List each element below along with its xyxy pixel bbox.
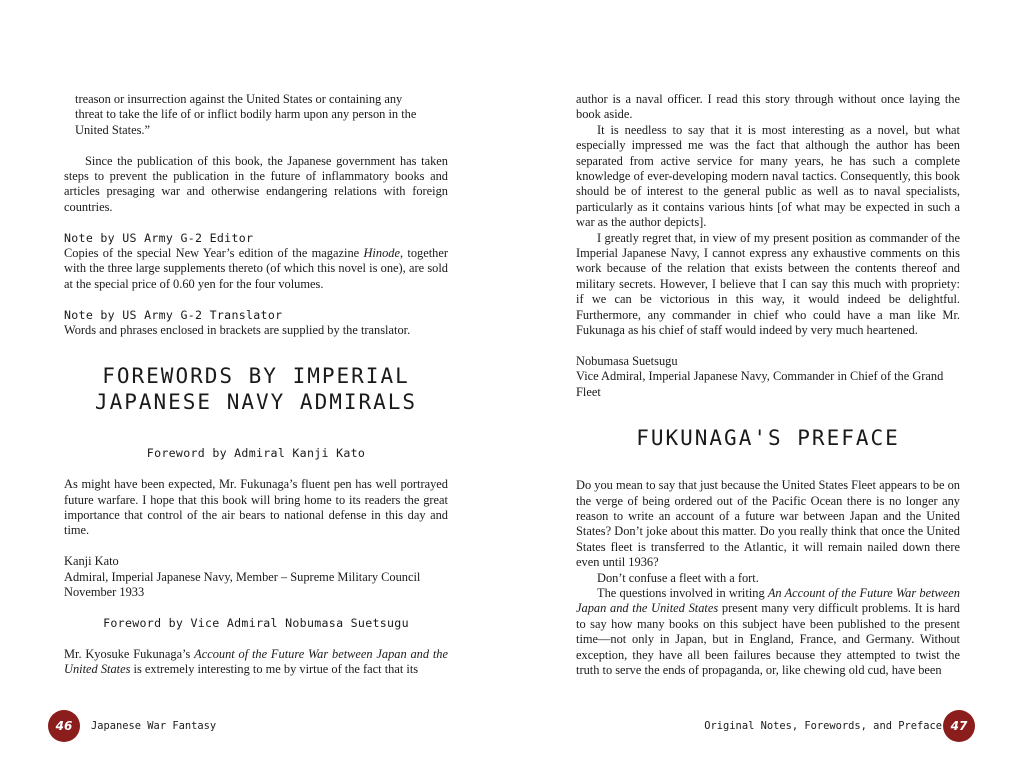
preface-paragraph: Do you mean to say that just because the United States Fleet appears to be on the verge of being ordered out of the Pacific Ocean there is no longer any reason to write an account of a future war between Japan and the United States? Don’t joke about this matter. Do you really think that once the United States fleet is transferred to the Atlantic, it will remain nailed down there even until 1936?: [576, 478, 960, 570]
left-text-column: [64, 92, 448, 677]
suetsugu-foreword-heading: Foreword by Vice Admiral Nobumasa Suetsugu: [103, 615, 409, 630]
left-footer: [0, 710, 512, 742]
kato-foreword-text: As might have been expected, Mr. Fukunaga’s fluent pen has well portrayed future warfare. I hope that this book will bring home to its readers the great importance that control of the air bears to national defense in this day and time.: [64, 477, 448, 538]
editor-note-heading: Note by US Army G-2 Editor: [64, 230, 254, 245]
right-text-column: [576, 92, 960, 678]
preface-paragraph: Don’t confuse a fleet with a fort.: [597, 570, 759, 585]
publication-paragraph: Since the publication of this book, the Japanese government has taken steps to prevent the publication in the future of inflammatory books and articles presaging war and otherwise endangering relations with foreign countries.: [64, 153, 448, 214]
suetsugu-paragraph: I greatly regret that, in view of my present position as commander of the Imperial Japanese Navy, I cannot express any exhaustive comments on this work because of the relation that exists between the contents thereof and military secrets. However, I believe that I can say this much with propriety: if we can be victorious in this way, it would indeed be delightful. Furthermore, any commander in chief who could have a man like Mr. Fukunaga as his chief of staff would indeed by very much heartened.: [576, 230, 960, 338]
running-title: Original Notes, Forewords, and Preface: [704, 720, 942, 732]
editor-note-text: Copies of the special New Year’s edition of the magazine Hinode, together with the three large supplements thereto (of which this novel is one), are sold at the special price of 0.60 yen for the four volumes.: [64, 246, 448, 291]
kato-signature-name: Kanji Kato: [64, 554, 119, 569]
right-page: [512, 0, 1024, 768]
suetsugu-paragraph: It is needless to say that it is most interesting as a novel, but what especially impressed me was the fact that although the author has been separated from active service for many years, he has such a complete knowledge of ever-developing modern naval tactics. Consequently, this book should be of interest to the general public as well as to naval specialists, particularly as it contains various hints [of what may be expected in such a war as the author depicts].: [576, 122, 960, 230]
kato-foreword-heading: Foreword by Admiral Kanji Kato: [146, 446, 366, 461]
suetsugu-foreword-text-start: Mr. Kyosuke Fukunaga’s Account of the Future War between Japan and the United States is extremely interesting to me by virtue of the fact that its: [64, 646, 448, 677]
preface-paragraph: The questions involved in writing An Account of the Future War between Japan and the United States present many very difficult problems. It is hard to say how many books on this subject have been published to the present time—not only in Japan, but in England, France, and Germany. Without exception, they have all been failures because they attempted to twist the truth to serve the ends of propaganda, or, like chewing old cud, have been: [576, 585, 961, 677]
quote-line: threat to take the life of or inflict bodily harm upon any person in the: [75, 107, 417, 122]
right-footer: [512, 710, 1024, 742]
preface-section-title: FUKUNAGA'S PREFACE: [636, 426, 900, 451]
suetsugu-signature-name: Nobumasa Suetsugu: [576, 353, 678, 368]
suetsugu-signature-title: Vice Admiral, Imperial Japanese Navy, Commander in Chief of the Grand Fleet: [576, 369, 944, 399]
kato-signature-title: Admiral, Imperial Japanese Navy, Member – Supreme Military Council: [64, 569, 421, 584]
quote-line: United States.”: [75, 122, 151, 137]
page-number-badge: 46: [48, 710, 80, 742]
page-number-badge: 47: [943, 710, 975, 742]
translator-note-heading: Note by US Army G-2 Translator: [64, 307, 283, 322]
suetsugu-foreword-continued: author is a naval officer. I read this story through without once laying the book aside.: [576, 92, 960, 122]
translator-note-text: Words and phrases enclosed in brackets are supplied by the translator.: [64, 323, 411, 338]
quote-line: treason or insurrection against the United States or containing any: [75, 92, 403, 106]
forewords-section-title: FOREWORDS BY IMPERIAL JAPANESE NAVY ADMIRALS: [94, 364, 418, 415]
running-title: Japanese War Fantasy: [91, 720, 217, 732]
kato-signature-date: November 1933: [64, 585, 145, 600]
